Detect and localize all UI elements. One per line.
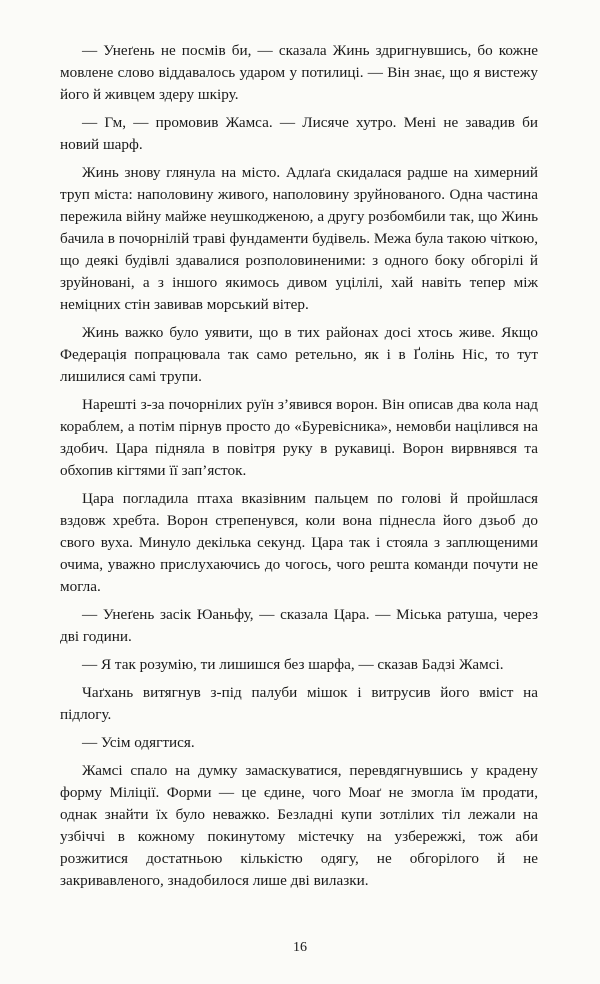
- paragraph: Нарешті з-за почорнілих руїн з’явився ворон. Він описав два кола над кораблем, а потім пірнув просто до «Буревісника», немовби націлився на здобич. Цара підняла в повітря руку в рукавиці. Ворон вирвнявся та обхопив кігтями її зап’ясток.: [60, 396, 538, 479]
- paragraph: Жамсі спало на думку замаскуватися, перевдягнувшись у крадену форму Міліції. Форми — це єдине, чого Моаґ не змогла їм продати, однак знайти їх було неважко. Безладні купи зотлілих тіл лежали на узбіччі в кожному покинутому містечку на узбережжі, тож аби розжитися достатньою кількістю одягу, не обгорілого й не закривавленого, знадобилося лише дві вилазки.: [60, 762, 538, 889]
- paragraph: Жинь важко було уявити, що в тих районах досі хтось живе. Якщо Федерація попрацювала так само ретельно, як і в Ґолінь Ніс, то тут лишилися самі трупи.: [60, 324, 538, 385]
- body-text: [60, 40, 538, 898]
- paragraph: — Я так розумію, ти лишишся без шарфа, — сказав Бадзі Жамсі.: [82, 656, 504, 673]
- paragraph: — Унеґень засік Юаньфу, — сказала Цара. — Міська ратуша, через дві години.: [60, 606, 538, 645]
- page-number: 16: [293, 940, 307, 955]
- paragraph: Жинь знову глянула на місто. Адлаґа скидалася радше на химерний труп міста: наполовину живого, наполовину зруйнованого. Одна частина пережила війну майже неушкодженою, а другу розбомбили так, що Жинь бачила в почорнілій траві фундаменти будівель. Межа була такою чіткою, що деякі будівлі здавалися розполовиненими: з одного боку обгорілі й зруйновані, а з іншого якимось дивом уцілілі, хай навіть тепер між неміцних стін завивав морський вітер.: [60, 164, 538, 313]
- paragraph: — Усім одягтися.: [82, 734, 195, 751]
- paragraph: — Гм, — промовив Жамса. — Лисяче хутро. Мені не завадив би новий шарф.: [60, 114, 538, 153]
- paragraph: Цара погладила птаха вказівним пальцем по голові й пройшлася вздовж хребта. Ворон стрепенувся, коли вона піднесла його дзьоб до свого вуха. Минуло декілька секунд. Цара так і стояла з заплющеними очима, уважно прислухаючись до чогось, чого решта команди почути не могла.: [60, 490, 538, 595]
- paragraph: Чаґхань витягнув з-під палуби мішок і витрусив його вміст на підлогу.: [60, 684, 538, 723]
- paragraph: — Унеґень не посмів би, — сказала Жинь здригнувшись, бо кожне мовлене слово віддавалось ударом у потилиці. — Він знає, що я вистежу його й живцем здеру шкіру.: [60, 42, 538, 103]
